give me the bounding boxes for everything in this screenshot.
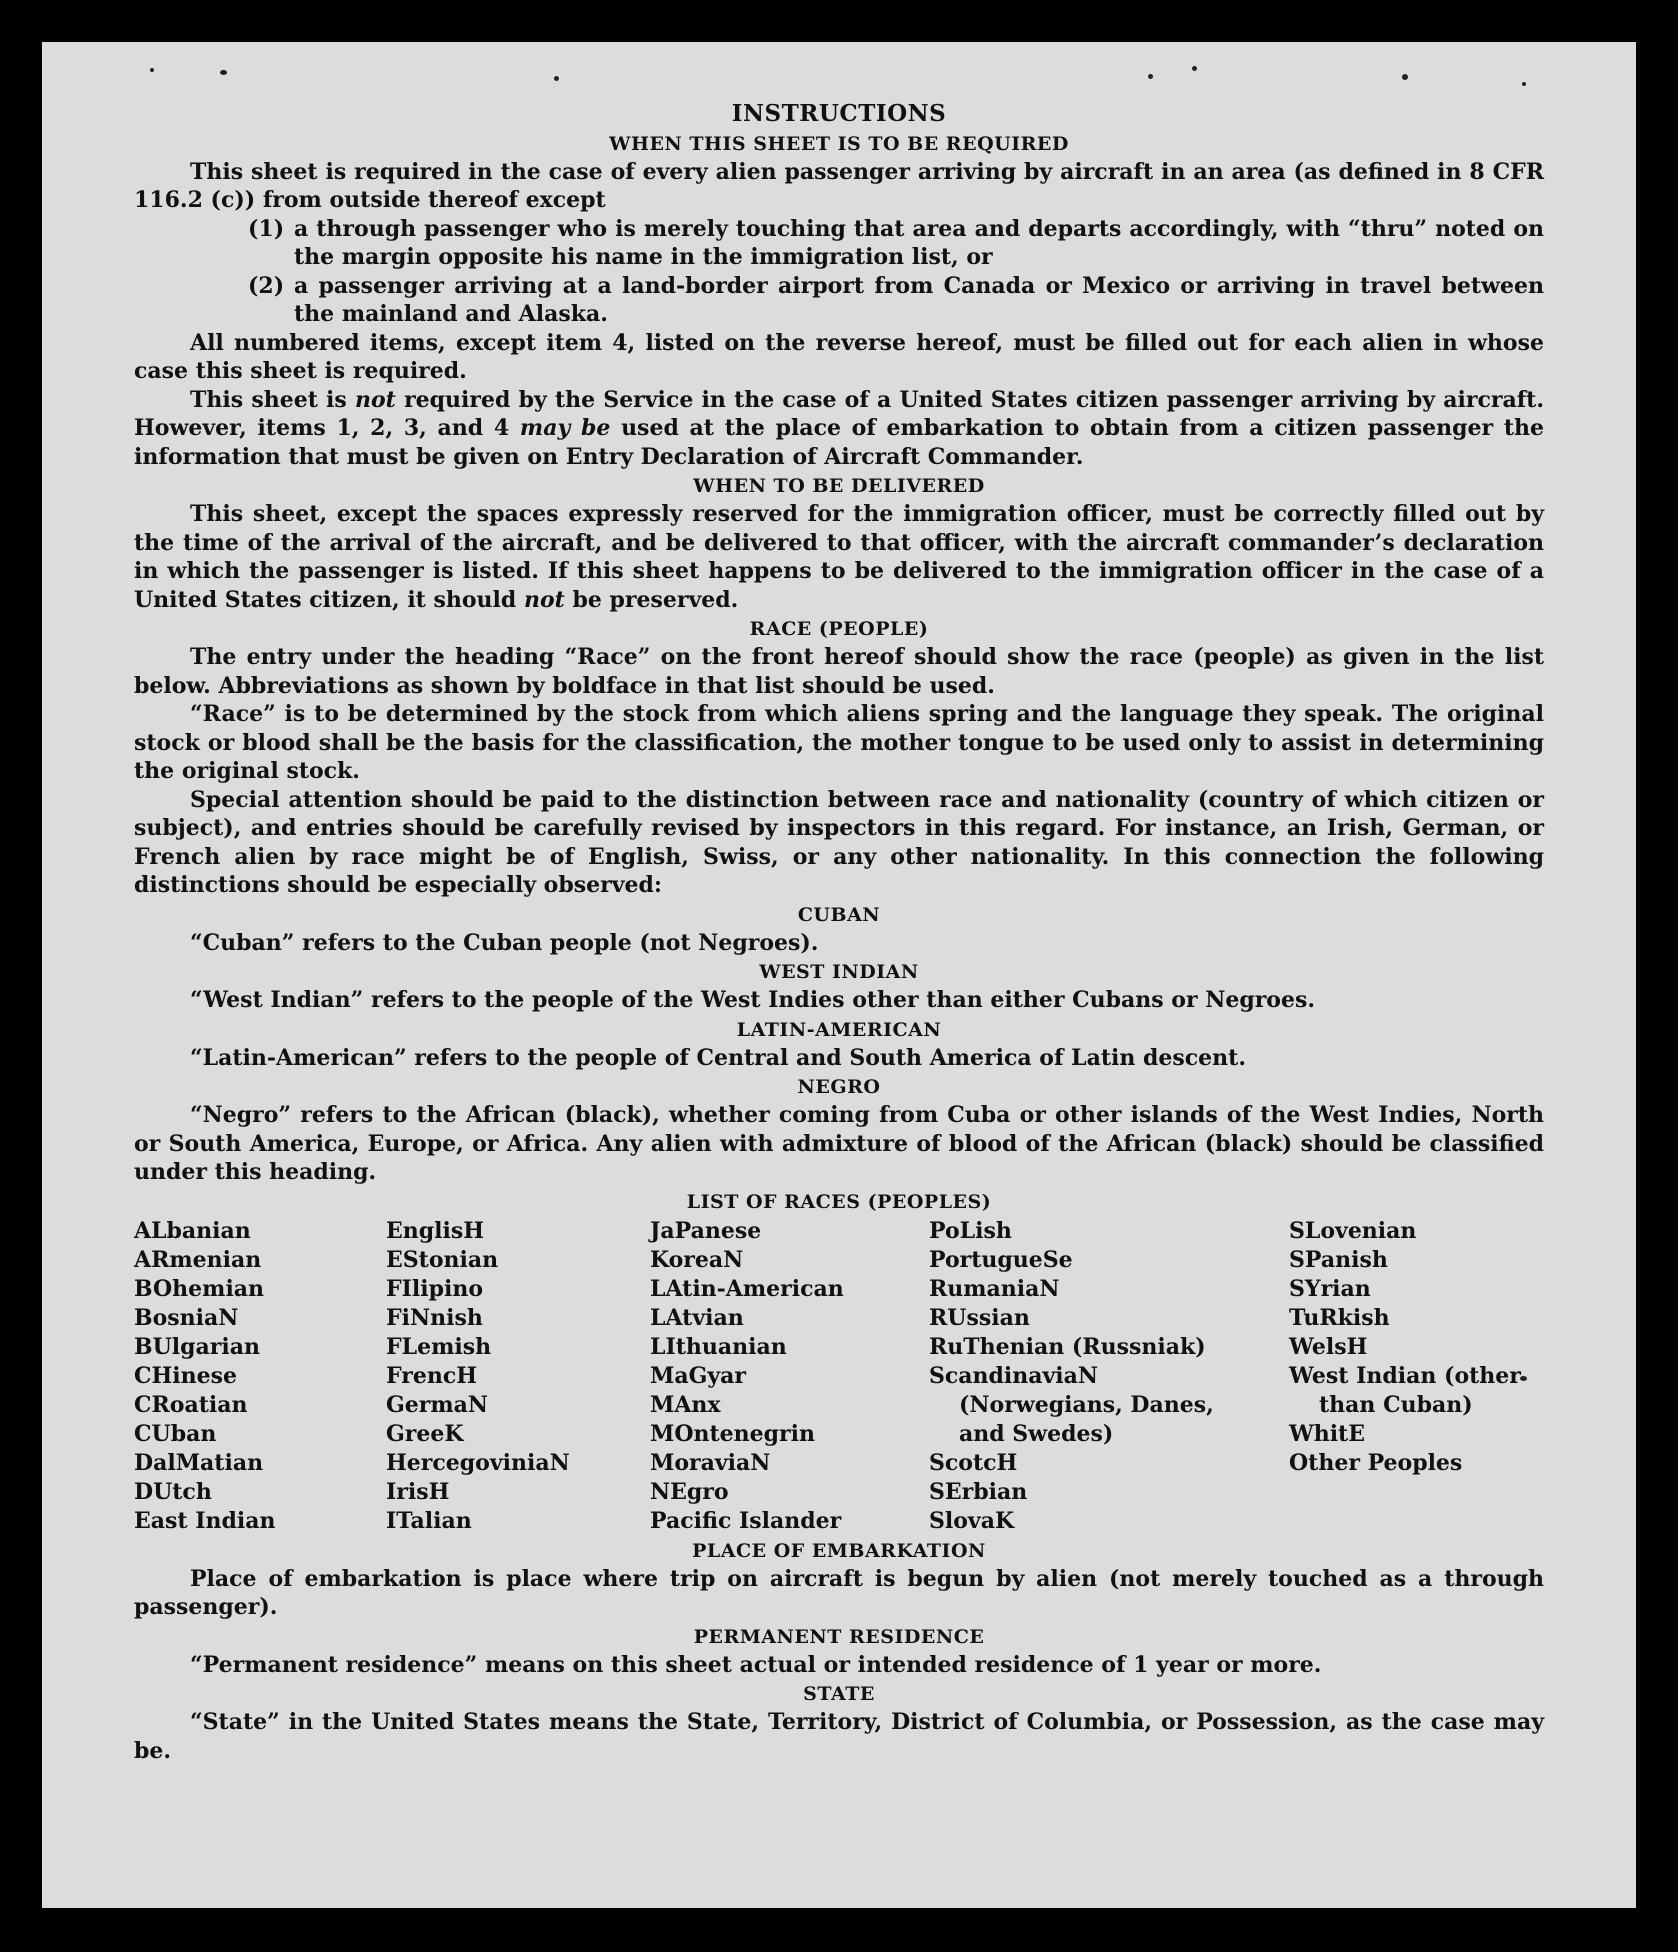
item-text: a passenger arriving at a land-border airport from Canada or Mexico or arriving in travel between the mainland and Alaska. <box>294 272 1544 327</box>
race-item: EnglisH <box>386 1217 485 1244</box>
race-item: FLemish <box>386 1333 492 1360</box>
item-number: (1) <box>248 215 285 242</box>
races-column <box>386 1217 650 1536</box>
paragraph: “Negro” refers to the African (black), whether coming from Cuba or other islands of the West Indies, North or South America, Europe, or Africa. Any alien with admixture of blood of the African (black) should be classified under this heading. <box>134 1102 1544 1185</box>
race-item: ALbanian <box>134 1217 251 1244</box>
race-item: Other Peoples <box>1289 1449 1463 1476</box>
race-item: WhitE <box>1289 1420 1365 1447</box>
heading-west-indian: WEST INDIAN <box>759 961 919 983</box>
race-item: SErbian <box>929 1478 1028 1505</box>
heading-race: RACE (PEOPLE) <box>749 618 929 640</box>
paragraph: “Cuban” refers to the Cuban people (not Negroes). <box>190 929 819 956</box>
race-item: RuThenian (Russniak) <box>929 1333 1206 1360</box>
instructions-text <box>134 100 1544 1765</box>
heading-when-required: WHEN THIS SHEET IS TO BE REQUIRED <box>609 132 1069 155</box>
item-text: a through passenger who is merely touching that area and departs accordingly, with “thru” noted on the margin opposite his name in the immigration list, or <box>294 215 1544 270</box>
race-item: SYrian <box>1289 1275 1371 1302</box>
races-column <box>929 1217 1289 1536</box>
race-item: DUtch <box>134 1478 212 1505</box>
race-item: ARmenian <box>134 1246 262 1273</box>
paragraph: This sheet is not required by the Service in the case of a United States citizen passenger arriving by aircraft. However, items 1, 2, 3, and 4 may be used at the place of embarkation to obtain from a citizen passenger the information that must be given on Entry Declaration of Aircraft Commander. <box>134 386 1545 470</box>
heading-state: STATE <box>803 1683 875 1705</box>
race-item: WelsH <box>1289 1333 1368 1360</box>
race-item: BosniaN <box>134 1304 239 1331</box>
race-item: SlovaK <box>929 1507 1015 1534</box>
races-column <box>134 1217 386 1536</box>
paragraph: This sheet, except the spaces expressly reserved for the immigration officer, must be correctly filled out by the time of the arrival of the aircraft, and be delivered to that officer, with the aircraft commander’s declaration in which the passenger is listed. If this sheet happens to be delivered to the immigration officer in the case of a United States citizen, it should not be preserved. <box>134 501 1544 613</box>
paragraph: This sheet is required in the case of every alien passenger arriving by aircraft in an area (as defined in 8 CFR 116.2 (c)) from outside thereof except <box>134 158 1544 213</box>
race-item: LAtin-American <box>650 1275 844 1302</box>
item-number: (2) <box>248 272 285 299</box>
race-item: IrisH <box>386 1478 450 1505</box>
race-item: West Indian (other than Cuban) <box>1289 1362 1521 1418</box>
paragraph: Special attention should be paid to the distinction between race and nationality (country of which citizen or subject), and entries should be carefully revised by inspectors in this regard. For instance, an Irish, German, or French alien by race might be of English, Swiss, or any other nationality. In this connection the following distinctions should be especially observed: <box>134 786 1544 898</box>
page-title: INSTRUCTIONS <box>731 100 947 127</box>
race-item: KoreaN <box>650 1246 744 1273</box>
race-item: LIthuanian <box>650 1333 787 1360</box>
races-column <box>1289 1217 1544 1536</box>
race-item: ScotcH <box>929 1449 1018 1476</box>
document-page <box>42 42 1636 1908</box>
race-item: EStonian <box>386 1246 499 1273</box>
race-item: JaPanese <box>650 1217 762 1244</box>
paragraph: “State” in the United States means the State, Territory, District of Columbia, or Possession, as the case may be. <box>134 1709 1544 1764</box>
race-item: FiNnish <box>386 1304 483 1331</box>
race-item: FrencH <box>386 1362 477 1389</box>
race-item: CHinese <box>134 1362 238 1389</box>
race-item: LAtvian <box>650 1304 744 1331</box>
race-item: CUban <box>134 1420 217 1447</box>
races-column <box>650 1217 929 1536</box>
race-item: MOntenegrin <box>650 1420 815 1447</box>
race-item: ITalian <box>386 1507 472 1534</box>
race-item: MAnx <box>650 1391 721 1418</box>
list-item <box>248 272 1544 329</box>
races-list <box>134 1217 1544 1536</box>
paragraph: “Permanent residence” means on this sheet actual or intended residence of 1 year or more. <box>190 1651 1322 1678</box>
race-item: GermaN <box>386 1391 489 1418</box>
race-item: ScandinaviaN (Norwegians, Danes, and Swedes) <box>929 1362 1214 1447</box>
race-item: NEgro <box>650 1478 729 1505</box>
race-item: FIlipino <box>386 1275 484 1302</box>
heading-when-delivered: WHEN TO BE DELIVERED <box>693 475 985 497</box>
race-item: DalMatian <box>134 1449 264 1476</box>
race-item: East Indian <box>134 1507 276 1534</box>
heading-negro: NEGRO <box>797 1076 881 1098</box>
paragraph: “Race” is to be determined by the stock from which aliens spring and the language they speak. The original stock or blood shall be the basis for the classification, the mother tongue to be used only to assist in determining the original stock. <box>134 701 1544 784</box>
race-item: MoraviaN <box>650 1449 771 1476</box>
paragraph: Place of embarkation is place where trip on aircraft is begun by alien (not merely touched as a through passenger). <box>134 1565 1544 1620</box>
paragraph: All numbered items, except item 4, listed on the reverse hereof, must be filled out for each alien in whose case this sheet is required. <box>134 329 1544 384</box>
heading-embarkation: PLACE OF EMBARKATION <box>692 1539 986 1562</box>
race-item: HercegoviniaN <box>386 1449 570 1476</box>
race-item: GreeK <box>386 1420 464 1447</box>
race-item: PoLish <box>929 1217 1012 1244</box>
race-item: CRoatian <box>134 1391 248 1418</box>
heading-cuban: CUBAN <box>797 903 881 926</box>
race-item: PortugueSe <box>929 1246 1073 1273</box>
paragraph: The entry under the heading “Race” on the front hereof should show the race (people) as given in the list below. Abbreviations as shown by boldface in that list should be used. <box>134 644 1544 699</box>
paragraph: “Latin-American” refers to the people of Central and South America of Latin descent. <box>190 1044 1246 1071</box>
race-item: SLovenian <box>1289 1217 1417 1244</box>
paragraph: “West Indian” refers to the people of the West Indies other than either Cubans or Negroes. <box>190 987 1316 1013</box>
race-item: RumaniaN <box>929 1275 1060 1302</box>
heading-permanent-residence: PERMANENT RESIDENCE <box>693 1625 985 1648</box>
race-item: BOhemian <box>134 1275 265 1302</box>
race-item: SPanish <box>1289 1246 1388 1273</box>
race-item: TuRkish <box>1289 1304 1390 1331</box>
race-item: Pacific Islander <box>650 1507 842 1534</box>
race-item: RUssian <box>929 1304 1030 1331</box>
heading-latin-american: LATIN-AMERICAN <box>736 1018 942 1041</box>
race-item: BUlgarian <box>134 1333 260 1360</box>
heading-list-of-races: LIST OF RACES (PEOPLES) <box>686 1190 992 1213</box>
race-item: MaGyar <box>650 1362 747 1389</box>
list-item <box>248 215 1544 272</box>
